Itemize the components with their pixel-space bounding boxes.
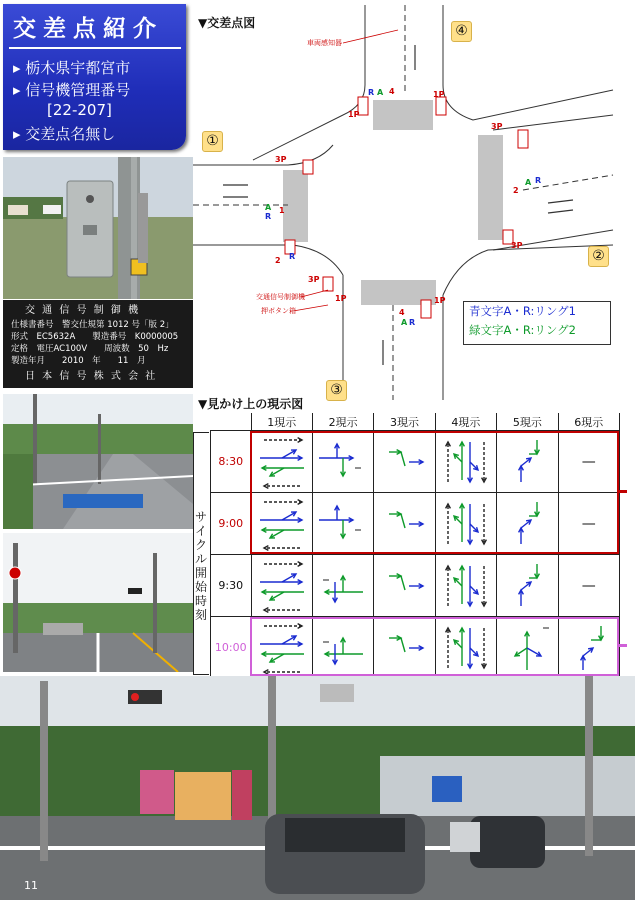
- phase-cell: [435, 555, 496, 617]
- page-title: 交差点紹介: [13, 16, 163, 42]
- plate-maker: 日 本 信 号 株 式 会 社: [25, 371, 158, 382]
- info-signal-number: [22-207]: [47, 101, 112, 119]
- intersection-photo: [0, 676, 635, 900]
- svg-text:R: R: [368, 88, 375, 97]
- phase-cell: [251, 555, 312, 617]
- svg-text:1P: 1P: [433, 90, 445, 99]
- plate-date: 製造年月 2010 年 11 月: [11, 356, 146, 366]
- svg-text:3P: 3P: [308, 275, 320, 284]
- row-time: 9:00: [211, 493, 252, 555]
- controller-nameplate: [3, 300, 193, 388]
- plate-spec: 仕様書番号 警交仕規第 1012 号「版 2」: [11, 320, 174, 330]
- plate-rating: 定格 電圧AC100V 周波数 50 Hz: [11, 344, 169, 354]
- svg-text:1P: 1P: [434, 296, 446, 305]
- vehicle-sensor-label: 車両感知器: [307, 39, 342, 47]
- cycle-start-label: サイクル開始時刻: [195, 510, 208, 622]
- frame-late: [250, 617, 619, 676]
- plate-title: 交 通 信 号 制 御 機: [25, 305, 141, 316]
- svg-text:2: 2: [275, 256, 281, 265]
- svg-text:A: A: [401, 318, 408, 327]
- svg-text:A: A: [525, 178, 532, 187]
- phase-row: [211, 555, 620, 617]
- approach-2-badge: ②: [588, 246, 609, 267]
- svg-text:3P: 3P: [491, 122, 503, 131]
- row-time: 9:30: [211, 555, 252, 617]
- svg-text:R: R: [535, 176, 542, 185]
- phase-header-1: 1現示: [251, 413, 312, 431]
- approach-3-badge: ③: [326, 380, 347, 401]
- phase-movement-icon: [313, 556, 373, 616]
- ring-legend: [463, 301, 611, 345]
- phase-none: —: [558, 493, 619, 555]
- title-box: [3, 4, 186, 150]
- row-time: 10:00: [211, 617, 252, 679]
- phase-header-5: 5現示: [497, 413, 558, 431]
- plate-model: 形式 EC5632A 製造番号 K0000005: [11, 332, 179, 342]
- phase-cell: [374, 555, 435, 617]
- svg-text:A: A: [377, 88, 384, 97]
- approach-4-badge: ④: [451, 21, 472, 42]
- phase-movement-icon: [436, 556, 496, 616]
- phase-header-2: 2現示: [312, 413, 373, 431]
- phase-none: —: [558, 555, 619, 617]
- svg-text:1P: 1P: [335, 294, 347, 303]
- frame-late-tab: [617, 644, 627, 647]
- page-number: 11: [24, 879, 38, 892]
- svg-text:4: 4: [399, 308, 405, 317]
- frame-morning-tab: [617, 490, 627, 493]
- svg-text:4: 4: [389, 87, 395, 96]
- phase-cell: [312, 555, 373, 617]
- row-time: 8:30: [211, 431, 252, 493]
- frame-morning: [250, 431, 619, 554]
- info-intersection-name: ▸ 交差点名無し: [13, 125, 116, 143]
- controller-photo: [3, 157, 193, 299]
- svg-text:1P: 1P: [348, 110, 360, 119]
- phase-header-4: 4現示: [435, 413, 496, 431]
- legend-ring2: 緑文字A・R:リング2: [469, 323, 576, 337]
- svg-text:A: A: [265, 203, 272, 212]
- legend-ring1: 青文字A・R:リング1: [469, 304, 576, 318]
- phase-none: —: [558, 431, 619, 493]
- phase-table: [193, 410, 620, 675]
- phase-header-6: 6現示: [558, 413, 619, 431]
- svg-text:R: R: [265, 212, 272, 221]
- road-photo-2: [3, 533, 193, 672]
- phase-cell: [497, 555, 558, 617]
- info-city: ▸ 栃木県宇都宮市: [13, 59, 131, 77]
- road-photo-1: [3, 394, 193, 529]
- phase-movement-icon: [497, 556, 557, 616]
- diagram-heading: ▼交差点図: [198, 16, 256, 30]
- svg-text:1: 1: [279, 206, 285, 215]
- svg-text:R: R: [409, 318, 416, 327]
- info-signal-label: ▸ 信号機管理番号: [13, 81, 131, 99]
- phase-movement-icon: [252, 556, 312, 616]
- controller-label: 交通信号制御機: [256, 293, 305, 301]
- svg-text:3P: 3P: [275, 155, 287, 164]
- svg-text:R: R: [289, 252, 296, 261]
- push-button-label: 押ボタン箱: [261, 307, 296, 315]
- approach-1-badge: ①: [202, 131, 223, 152]
- phase-movement-icon: [375, 556, 435, 616]
- svg-text:2: 2: [513, 186, 519, 195]
- svg-text:3P: 3P: [511, 241, 523, 250]
- phase-heading: ▼見かけ上の現示図: [198, 397, 304, 411]
- phase-header-3: 3現示: [374, 413, 435, 431]
- title-divider: [9, 47, 181, 49]
